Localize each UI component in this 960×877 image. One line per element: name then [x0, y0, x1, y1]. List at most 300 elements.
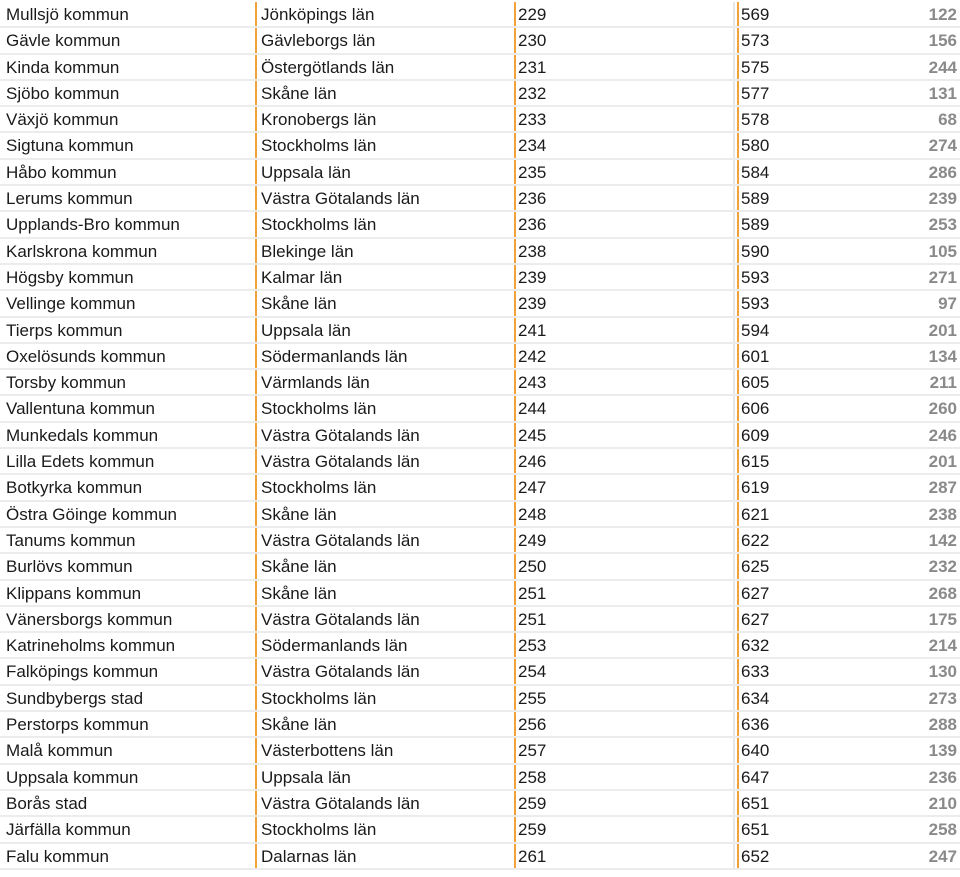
municipality-cell: Järfälla kommun — [6, 820, 131, 840]
cell-border — [516, 844, 735, 868]
county-cell: Stockholms län — [261, 820, 377, 840]
table-row — [0, 291, 960, 317]
column-divider — [514, 765, 516, 789]
column-divider — [514, 133, 516, 157]
municipality-cell: Tierps kommun — [6, 320, 123, 340]
municipality-cell: Perstorps kommun — [6, 715, 149, 735]
column-divider — [737, 844, 739, 868]
table-row — [0, 712, 960, 738]
table-row — [0, 844, 960, 870]
rank-cell: 251 — [518, 609, 547, 629]
column-divider — [737, 2, 739, 26]
value-cell: 605 — [741, 373, 770, 393]
rank-cell: 253 — [518, 636, 547, 656]
county-cell: Västerbottens län — [261, 741, 394, 761]
secondary-value-cell: 134 — [928, 346, 957, 366]
column-divider — [255, 817, 257, 841]
rank-cell: 246 — [518, 452, 547, 472]
column-divider — [255, 633, 257, 657]
column-divider — [255, 133, 257, 157]
column-divider — [737, 370, 739, 394]
column-divider — [737, 686, 739, 710]
secondary-value-cell: 201 — [928, 320, 957, 340]
secondary-value-cell: 239 — [928, 189, 957, 209]
value-cell: 609 — [741, 425, 770, 445]
cell-border — [516, 265, 735, 289]
column-divider — [514, 239, 516, 263]
municipality-cell: Högsby kommun — [6, 267, 134, 287]
column-divider — [737, 423, 739, 447]
cell-border — [516, 239, 735, 263]
cell-border — [516, 212, 735, 236]
column-divider — [255, 475, 257, 499]
column-divider — [255, 291, 257, 315]
rank-cell: 258 — [518, 767, 547, 787]
table-row — [0, 528, 960, 554]
column-divider — [737, 344, 739, 368]
county-cell: Skåne län — [261, 715, 337, 735]
column-divider — [255, 186, 257, 210]
cell-border — [516, 659, 735, 683]
municipality-cell: Växjö kommun — [6, 110, 119, 130]
column-divider — [514, 186, 516, 210]
rank-cell: 230 — [518, 31, 547, 51]
value-cell: 584 — [741, 162, 770, 182]
secondary-value-cell: 274 — [928, 136, 957, 156]
column-divider — [737, 291, 739, 315]
table-row — [0, 765, 960, 791]
municipality-cell: Malå kommun — [6, 741, 113, 761]
value-cell: 633 — [741, 662, 770, 682]
county-cell: Skåne län — [261, 583, 337, 603]
secondary-value-cell: 271 — [928, 267, 957, 287]
cell-border — [516, 160, 735, 184]
table-row — [0, 239, 960, 265]
column-divider — [737, 633, 739, 657]
municipality-cell: Upplands-Bro kommun — [6, 215, 180, 235]
cell-border — [516, 2, 735, 26]
value-cell: 627 — [741, 609, 770, 629]
value-cell: 589 — [741, 189, 770, 209]
column-divider — [514, 686, 516, 710]
value-cell: 575 — [741, 57, 770, 77]
table-row — [0, 55, 960, 81]
rank-cell: 261 — [518, 846, 547, 866]
cell-border — [516, 686, 735, 710]
county-cell: Västra Götalands län — [261, 793, 420, 813]
column-divider — [255, 318, 257, 342]
county-cell: Kalmar län — [261, 267, 343, 287]
column-divider — [514, 554, 516, 578]
column-divider — [514, 291, 516, 315]
secondary-value-cell: 288 — [928, 715, 957, 735]
column-divider — [255, 423, 257, 447]
column-divider — [514, 528, 516, 552]
column-divider — [255, 396, 257, 420]
value-cell: 580 — [741, 136, 770, 156]
column-divider — [514, 2, 516, 26]
table-row — [0, 791, 960, 817]
secondary-value-cell: 139 — [928, 741, 957, 761]
column-divider — [255, 370, 257, 394]
secondary-value-cell: 247 — [928, 846, 957, 866]
secondary-value-cell: 156 — [928, 31, 957, 51]
cell-border — [516, 791, 735, 815]
municipality-cell: Klippans kommun — [6, 583, 142, 603]
table-row — [0, 502, 960, 528]
cell-border — [516, 738, 735, 762]
column-divider — [514, 502, 516, 526]
municipality-cell: Vallentuna kommun — [6, 399, 155, 419]
column-divider — [255, 28, 257, 52]
secondary-value-cell: 211 — [929, 373, 957, 393]
column-divider — [255, 502, 257, 526]
column-divider — [737, 712, 739, 736]
rank-cell: 254 — [518, 662, 547, 682]
value-cell: 651 — [741, 820, 770, 840]
municipality-cell: Botkyrka kommun — [6, 478, 143, 498]
rank-cell: 235 — [518, 162, 547, 182]
rank-cell: 250 — [518, 557, 547, 577]
table-row — [0, 265, 960, 291]
column-divider — [514, 265, 516, 289]
rank-cell: 232 — [518, 83, 547, 103]
column-divider — [255, 239, 257, 263]
secondary-value-cell: 287 — [928, 478, 957, 498]
rank-cell: 259 — [518, 820, 547, 840]
county-cell: Södermanlands län — [261, 346, 408, 366]
value-cell: 651 — [741, 793, 770, 813]
county-cell: Uppsala län — [261, 767, 351, 787]
column-divider — [514, 423, 516, 447]
rank-cell: 243 — [518, 373, 547, 393]
cell-border — [516, 318, 735, 342]
column-divider — [514, 344, 516, 368]
table-row — [0, 107, 960, 133]
column-divider — [514, 370, 516, 394]
municipality-cell: Falu kommun — [6, 846, 109, 866]
value-cell: 594 — [741, 320, 770, 340]
column-divider — [737, 607, 739, 631]
municipality-cell: Vellinge kommun — [6, 294, 136, 314]
value-cell: 593 — [741, 267, 770, 287]
rank-cell: 229 — [518, 5, 547, 24]
column-divider — [737, 659, 739, 683]
column-divider — [255, 55, 257, 79]
secondary-value-cell: 238 — [928, 504, 957, 524]
table-row — [0, 186, 960, 212]
secondary-value-cell: 273 — [928, 688, 957, 708]
secondary-value-cell: 130 — [928, 662, 957, 682]
table-row — [0, 318, 960, 344]
column-divider — [737, 318, 739, 342]
cell-border — [516, 607, 735, 631]
county-cell: Stockholms län — [261, 688, 377, 708]
table-row — [0, 449, 960, 475]
column-divider — [255, 791, 257, 815]
rank-cell: 239 — [518, 294, 547, 314]
value-cell: 619 — [741, 478, 770, 498]
cell-border — [516, 817, 735, 841]
municipality-cell: Tanums kommun — [6, 530, 136, 550]
rank-cell: 242 — [518, 346, 547, 366]
county-cell: Jönköpings län — [261, 5, 375, 24]
column-divider — [514, 28, 516, 52]
secondary-value-cell: 268 — [928, 583, 957, 603]
table-row — [0, 160, 960, 186]
secondary-value-cell: 105 — [928, 241, 957, 261]
column-divider — [255, 765, 257, 789]
secondary-value-cell: 232 — [928, 557, 957, 577]
table-row — [0, 370, 960, 396]
value-cell: 606 — [741, 399, 770, 419]
cell-border — [516, 502, 735, 526]
rank-cell: 257 — [518, 741, 547, 761]
column-divider — [737, 81, 739, 105]
column-divider — [737, 160, 739, 184]
column-divider — [255, 344, 257, 368]
municipality-cell: Vänersborgs kommun — [6, 609, 173, 629]
municipality-cell: Kinda kommun — [6, 57, 120, 77]
municipality-cell: Borås stad — [6, 793, 88, 813]
county-cell: Östergötlands län — [261, 57, 395, 77]
value-cell: 621 — [741, 504, 770, 524]
table-row — [0, 2, 960, 28]
column-divider — [737, 817, 739, 841]
ranking-table — [0, 2, 960, 870]
column-divider — [255, 712, 257, 736]
column-divider — [255, 81, 257, 105]
county-cell: Västra Götalands län — [261, 189, 420, 209]
column-divider — [514, 160, 516, 184]
table-row — [0, 554, 960, 580]
column-divider — [255, 738, 257, 762]
cell-border — [516, 423, 735, 447]
column-divider — [514, 817, 516, 841]
cell-border — [516, 475, 735, 499]
cell-border — [516, 396, 735, 420]
secondary-value-cell: 236 — [928, 767, 957, 787]
column-divider — [737, 449, 739, 473]
municipality-cell: Sjöbo kommun — [6, 83, 120, 103]
county-cell: Västra Götalands län — [261, 452, 420, 472]
cell-border — [516, 81, 735, 105]
column-divider — [737, 396, 739, 420]
table-row — [0, 607, 960, 633]
county-cell: Uppsala län — [261, 162, 351, 182]
value-cell: 577 — [741, 83, 770, 103]
rank-cell: 245 — [518, 425, 547, 445]
county-cell: Skåne län — [261, 294, 337, 314]
column-divider — [737, 581, 739, 605]
municipality-cell: Lilla Edets kommun — [6, 452, 155, 472]
column-divider — [255, 107, 257, 131]
rank-cell: 247 — [518, 478, 547, 498]
secondary-value-cell: 244 — [928, 57, 957, 77]
column-divider — [737, 265, 739, 289]
rank-cell: 233 — [518, 110, 547, 130]
rank-cell: 234 — [518, 136, 547, 156]
column-divider — [514, 844, 516, 868]
value-cell: 589 — [741, 215, 770, 235]
table-row — [0, 28, 960, 54]
column-divider — [737, 791, 739, 815]
cell-border — [516, 633, 735, 657]
county-cell: Västra Götalands län — [261, 609, 420, 629]
column-divider — [514, 475, 516, 499]
column-divider — [255, 554, 257, 578]
column-divider — [514, 607, 516, 631]
value-cell: 590 — [741, 241, 770, 261]
table-row — [0, 212, 960, 238]
column-divider — [514, 396, 516, 420]
table-row — [0, 633, 960, 659]
rank-cell: 249 — [518, 530, 547, 550]
column-divider — [514, 212, 516, 236]
column-divider — [737, 528, 739, 552]
county-cell: Skåne län — [261, 557, 337, 577]
value-cell: 632 — [741, 636, 770, 656]
column-divider — [255, 686, 257, 710]
municipality-cell: Mullsjö kommun — [6, 5, 129, 24]
column-divider — [255, 528, 257, 552]
municipality-cell: Oxelösunds kommun — [6, 346, 166, 366]
county-cell: Värmlands län — [261, 373, 370, 393]
municipality-cell: Sigtuna kommun — [6, 136, 134, 156]
table-row — [0, 133, 960, 159]
value-cell: 647 — [741, 767, 770, 787]
column-divider — [255, 607, 257, 631]
secondary-value-cell: 210 — [928, 793, 957, 813]
municipality-cell: Gävle kommun — [6, 31, 121, 51]
value-cell: 652 — [741, 846, 770, 866]
column-divider — [255, 449, 257, 473]
county-cell: Gävleborgs län — [261, 31, 376, 51]
column-divider — [737, 738, 739, 762]
table-row — [0, 396, 960, 422]
value-cell: 636 — [741, 715, 770, 735]
column-divider — [255, 160, 257, 184]
secondary-value-cell: 122 — [928, 5, 957, 24]
cell-border — [516, 712, 735, 736]
column-divider — [514, 738, 516, 762]
rank-cell: 255 — [518, 688, 547, 708]
cell-border — [516, 344, 735, 368]
cell-border — [516, 554, 735, 578]
value-cell: 634 — [741, 688, 770, 708]
column-divider — [255, 212, 257, 236]
cell-border — [516, 55, 735, 79]
column-divider — [514, 107, 516, 131]
secondary-value-cell: 246 — [928, 425, 957, 445]
value-cell: 573 — [741, 31, 770, 51]
column-divider — [737, 55, 739, 79]
rank-cell: 256 — [518, 715, 547, 735]
municipality-cell: Katrineholms kommun — [6, 636, 176, 656]
municipality-cell: Sundbybergs stad — [6, 688, 144, 708]
column-divider — [255, 659, 257, 683]
table-row — [0, 344, 960, 370]
column-divider — [255, 844, 257, 868]
value-cell: 615 — [741, 452, 770, 472]
table-row — [0, 423, 960, 449]
value-cell: 601 — [741, 346, 770, 366]
rank-cell: 248 — [518, 504, 547, 524]
secondary-value-cell: 131 — [928, 83, 957, 103]
column-divider — [514, 633, 516, 657]
county-cell: Stockholms län — [261, 478, 377, 498]
county-cell: Blekinge län — [261, 241, 354, 261]
county-cell: Uppsala län — [261, 320, 351, 340]
column-divider — [514, 659, 516, 683]
column-divider — [737, 502, 739, 526]
column-divider — [255, 581, 257, 605]
column-divider — [737, 475, 739, 499]
secondary-value-cell: 253 — [928, 215, 957, 235]
column-divider — [737, 107, 739, 131]
table-row — [0, 659, 960, 685]
rank-cell: 236 — [518, 189, 547, 209]
value-cell: 627 — [741, 583, 770, 603]
county-cell: Stockholms län — [261, 136, 377, 156]
column-divider — [737, 239, 739, 263]
municipality-cell: Lerums kommun — [6, 189, 133, 209]
column-divider — [514, 81, 516, 105]
secondary-value-cell: 286 — [928, 162, 957, 182]
column-divider — [514, 55, 516, 79]
table-row — [0, 581, 960, 607]
table-row — [0, 686, 960, 712]
value-cell: 640 — [741, 741, 770, 761]
municipality-cell: Karlskrona kommun — [6, 241, 158, 261]
value-cell: 569 — [741, 5, 770, 24]
municipality-cell: Munkedals kommun — [6, 425, 159, 445]
cell-border — [516, 28, 735, 52]
column-divider — [255, 265, 257, 289]
cell-border — [516, 449, 735, 473]
secondary-value-cell: 97 — [938, 294, 957, 314]
county-cell: Södermanlands län — [261, 636, 408, 656]
secondary-value-cell: 68 — [938, 110, 957, 130]
county-cell: Kronobergs län — [261, 110, 377, 130]
secondary-value-cell: 201 — [928, 452, 957, 472]
column-divider — [737, 765, 739, 789]
table-row — [0, 81, 960, 107]
rank-cell: 244 — [518, 399, 547, 419]
column-divider — [737, 28, 739, 52]
cell-border — [516, 291, 735, 315]
county-cell: Stockholms län — [261, 399, 377, 419]
cell-border — [516, 107, 735, 131]
county-cell: Skåne län — [261, 83, 337, 103]
rank-cell: 231 — [518, 57, 547, 77]
rank-cell: 241 — [518, 320, 547, 340]
column-divider — [737, 133, 739, 157]
county-cell: Västra Götalands län — [261, 425, 420, 445]
municipality-cell: Burlövs kommun — [6, 557, 133, 577]
secondary-value-cell: 258 — [928, 820, 957, 840]
column-divider — [514, 318, 516, 342]
table-row — [0, 738, 960, 764]
rank-cell: 251 — [518, 583, 547, 603]
rank-cell: 239 — [518, 267, 547, 287]
county-cell: Västra Götalands län — [261, 530, 420, 550]
county-cell: Västra Götalands län — [261, 662, 420, 682]
secondary-value-cell: 260 — [928, 399, 957, 419]
value-cell: 578 — [741, 110, 770, 130]
rank-cell: 236 — [518, 215, 547, 235]
column-divider — [514, 791, 516, 815]
